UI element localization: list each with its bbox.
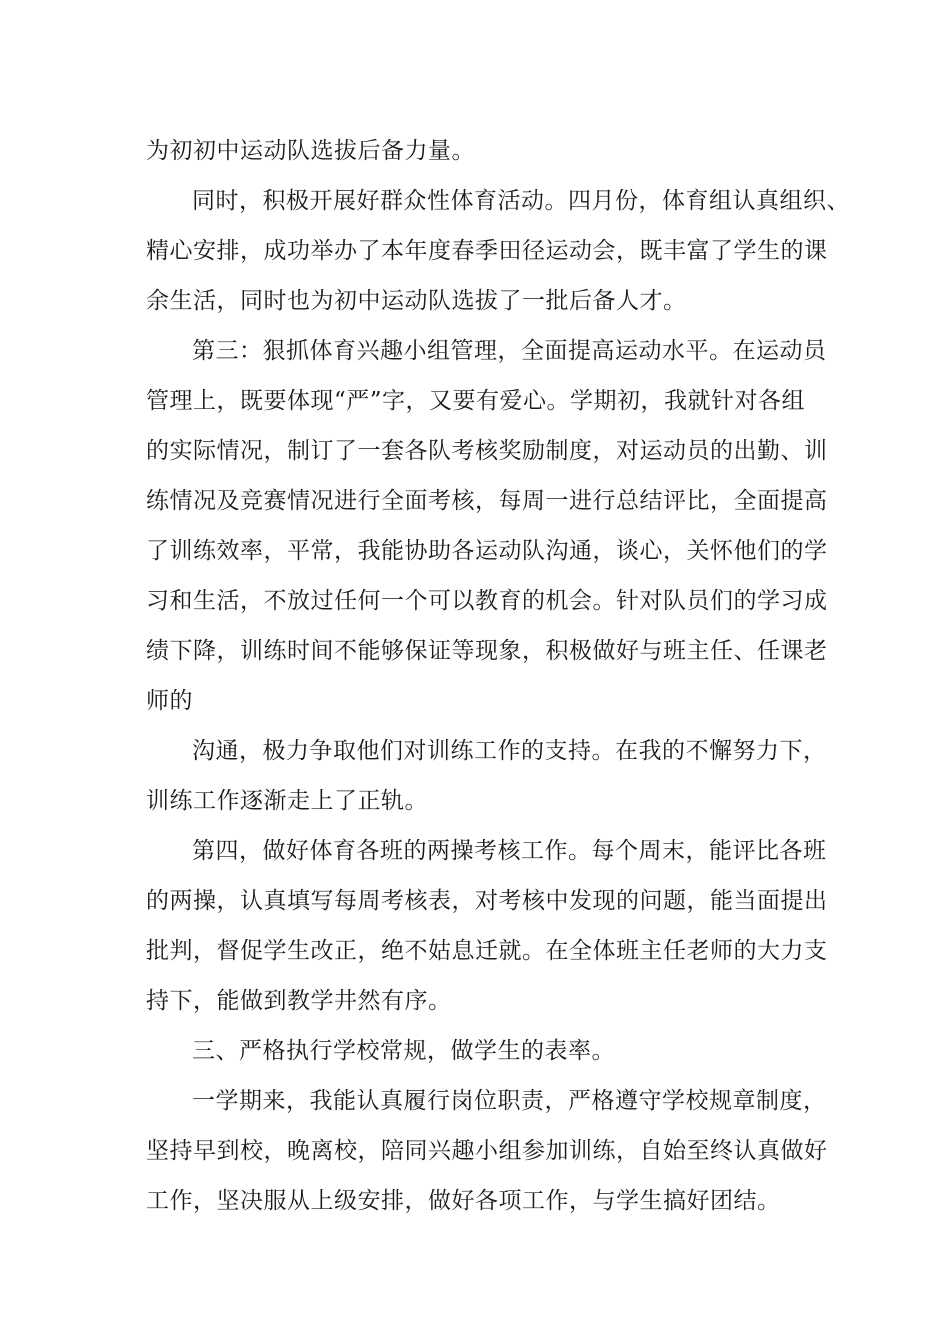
text-line: 的实际情况，制订了一套各队考核奖励制度，对运动员的出勤、训 [146, 438, 828, 464]
text-line: 为初初中运动队选拔后备力量。 [146, 138, 475, 164]
text-line: 一学期来，我能认真履行岗位职责，严格遵守学校规章制度， [192, 1088, 827, 1114]
text-line: 师的 [146, 688, 193, 714]
text-line: 同时，积极开展好群众性体育活动。四月份，体育组认真组织、 [192, 188, 850, 214]
text-line: 沟通，极力争取他们对训练工作的支持。在我的不懈努力下， [192, 738, 827, 764]
text-line: 坚持早到校，晚离校，陪同兴趣小组参加训练，自始至终认真做好 [146, 1138, 828, 1164]
text-line: 的两操，认真填写每周考核表，对考核中发现的问题，能当面提出 [146, 888, 828, 914]
text-line: 持下，能做到教学井然有序。 [146, 988, 452, 1014]
text-line: 了训练效率，平常，我能协助各运动队沟通，谈心，关怀他们的学 [146, 538, 828, 564]
text-line: 工作，坚决服从上级安排，做好各项工作，与学生搞好团结。 [146, 1188, 781, 1214]
section-heading: 三、严格执行学校常规，做学生的表率。 [192, 1038, 615, 1064]
text-line: 习和生活，不放过任何一个可以教育的机会。针对队员们的学习成 [146, 588, 828, 614]
text-line: 管理上，既要体现“严”字，又要有爱心。学期初，我就针对各组 [146, 388, 806, 414]
text-line: 练情况及竞赛情况进行全面考核，每周一进行总结评比，全面提高 [146, 488, 828, 514]
text-line: 绩下降，训练时间不能够保证等现象，积极做好与班主任、任课老 [146, 638, 828, 664]
text-line: 第四，做好体育各班的两操考核工作。每个周末，能评比各班 [192, 838, 827, 864]
text-line: 第三：狠抓体育兴趣小组管理，全面提高运动水平。在运动员 [192, 338, 827, 364]
text-line: 训练工作逐渐走上了正轨。 [146, 788, 428, 814]
text-line: 精心安排，成功举办了本年度春季田径运动会，既丰富了学生的课 [146, 238, 828, 264]
text-line: 余生活，同时也为初中运动队选拔了一批后备人才。 [146, 288, 687, 314]
text-line: 批判，督促学生改正，绝不姑息迁就。在全体班主任老师的大力支 [146, 938, 828, 964]
